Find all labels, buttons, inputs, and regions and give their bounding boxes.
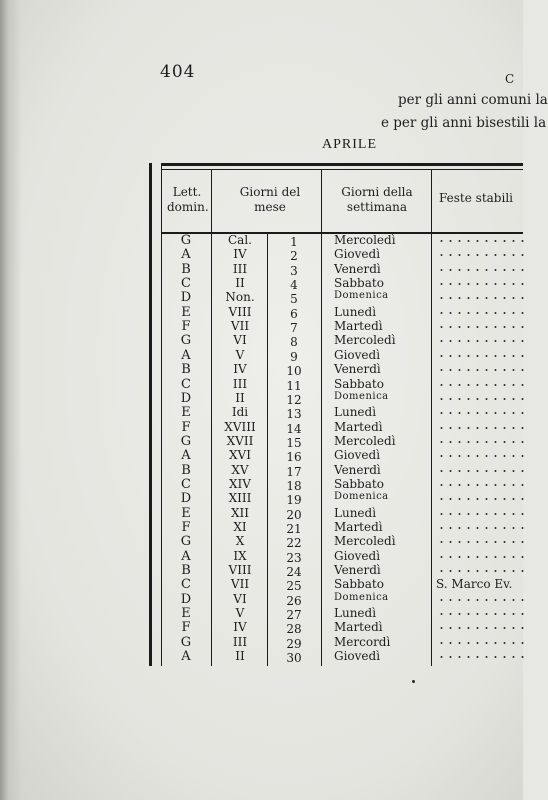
day-number: 17	[286, 464, 302, 479]
dominical-letter: A	[181, 448, 191, 464]
roman-day: III	[232, 376, 248, 391]
day-number: 24	[286, 565, 302, 580]
feast-dot-leader	[437, 312, 527, 314]
feast-dot-leader	[437, 556, 527, 558]
day-number: 19	[286, 493, 302, 508]
roman-day: XIV	[229, 476, 251, 491]
feast-dot-leader	[437, 599, 527, 601]
dominical-letter: E	[181, 606, 191, 622]
dominical-letter: E	[181, 405, 191, 421]
roman-day: II	[235, 649, 245, 664]
dominical-letter: G	[180, 333, 192, 349]
dominical-letter: B	[181, 462, 191, 478]
dominical-letter: D	[180, 491, 192, 507]
subtitle-line-2: e per gli anni bisestili la	[381, 115, 547, 131]
roman-day: IV	[233, 247, 247, 262]
feast-dot-leader	[437, 384, 527, 386]
weekday: Lunedì	[334, 606, 377, 621]
dominical-letter: D	[180, 290, 192, 306]
day-number: 21	[286, 522, 302, 536]
day-number: 29	[286, 636, 302, 651]
dominical-letter: A	[181, 247, 191, 263]
month-title: APRILE	[322, 137, 377, 152]
roman-day: VII	[230, 319, 250, 334]
day-number: 13	[286, 407, 302, 422]
weekday: Giovedì	[334, 247, 381, 262]
weekday: Lunedì	[334, 304, 377, 319]
weekday: Giovedì	[334, 649, 381, 664]
roman-day: II	[235, 390, 245, 405]
weekday: Sabbato	[334, 577, 384, 592]
roman-day: V	[235, 606, 245, 621]
header-fragment: C	[505, 72, 515, 86]
feast-dot-leader	[437, 283, 527, 285]
feast-dot-leader	[437, 570, 527, 572]
dominical-letter: G	[180, 233, 192, 248]
weekday: Lunedì	[334, 405, 377, 420]
feast-dot-leader	[437, 427, 527, 429]
feast-dot-leader	[437, 398, 527, 400]
dominical-letter: D	[180, 390, 192, 406]
dominical-letter: G	[180, 433, 192, 449]
dominical-letter: F	[181, 620, 191, 636]
roman-day: XVI	[229, 448, 251, 463]
feast-dot-leader	[437, 613, 527, 615]
dominical-letter: A	[181, 649, 191, 665]
roman-day: VIII	[228, 563, 252, 578]
roman-day: VI	[233, 333, 247, 348]
dominical-letter: A	[181, 548, 191, 564]
day-number: 7	[290, 321, 298, 336]
weekday: Sabbato	[334, 476, 384, 491]
day-number: 20	[286, 507, 302, 522]
roman-day: II	[235, 276, 245, 291]
feast-dot-leader	[437, 441, 527, 443]
weekday: Mercoledì	[334, 433, 396, 448]
feast-dot-leader	[437, 355, 527, 357]
day-number: 16	[286, 450, 302, 465]
dominical-letter: D	[180, 591, 192, 607]
day-number: 11	[286, 378, 302, 393]
day-number: 2	[290, 249, 298, 264]
roman-day: XV	[231, 462, 249, 477]
roman-day: III	[232, 261, 248, 276]
day-number: 6	[290, 306, 298, 321]
weekday: Mercoledì	[334, 333, 396, 348]
feast-dot-leader	[437, 455, 527, 457]
feast-entry: S. Marco Ev.	[436, 577, 513, 592]
dominical-letter: C	[181, 376, 191, 392]
day-number: 5	[290, 292, 298, 307]
dominical-letter: C	[181, 276, 191, 292]
dominical-letter: F	[181, 419, 191, 435]
feast-dot-leader	[437, 297, 527, 299]
day-number: 27	[286, 608, 302, 623]
dominical-letter: B	[181, 261, 191, 277]
weekday: Domenica	[334, 591, 389, 603]
roman-day: XVIII	[224, 419, 256, 434]
column-rule-3	[321, 169, 322, 666]
day-number: 25	[286, 579, 302, 594]
day-number: 14	[286, 421, 302, 436]
day-number: 4	[290, 278, 298, 293]
header-roman: Giorni del mese	[239, 185, 301, 214]
dominical-letter: F	[181, 319, 191, 335]
subtitle-line-1: per gli anni comuni la	[398, 92, 548, 108]
weekday: Domenica	[334, 390, 389, 402]
feast-dot-leader	[437, 498, 527, 500]
weekday: Martedì	[334, 419, 383, 434]
dominical-letter: C	[181, 476, 191, 492]
day-number: 23	[286, 550, 302, 565]
weekday: Giovedì	[334, 548, 381, 563]
feast-dot-leader	[437, 326, 527, 328]
header-weekday: Giorni della settimana	[341, 185, 413, 214]
roman-day: VII	[230, 577, 250, 592]
weekday: Lunedì	[334, 505, 377, 520]
dominical-letter: B	[181, 563, 191, 579]
roman-day: Idi	[231, 405, 249, 420]
feast-dot-leader	[437, 470, 527, 472]
calendar-table	[147, 163, 523, 668]
weekday: Giovedì	[334, 448, 381, 463]
weekday: Martedì	[334, 319, 383, 334]
ink-dot	[412, 680, 415, 683]
weekday: Venerdì	[334, 362, 381, 377]
feast-dot-leader	[437, 513, 527, 515]
feast-dot-leader	[437, 541, 527, 543]
weekday: Sabbato	[334, 376, 384, 391]
dominical-letter: G	[180, 534, 192, 550]
weekday: Domenica	[334, 290, 389, 302]
feast-dot-leader	[437, 340, 527, 342]
dominical-letter: E	[181, 304, 191, 320]
day-number: 3	[290, 263, 298, 278]
feast-dot-leader	[437, 240, 527, 242]
table-left-double-rule	[149, 163, 152, 666]
roman-day: XVII	[226, 433, 254, 448]
binding-shadow	[0, 0, 22, 800]
day-number: 22	[286, 536, 302, 551]
roman-day: XI	[233, 520, 247, 534]
dominical-letter: G	[180, 634, 192, 650]
dominical-letter: F	[181, 520, 191, 535]
weekday: Mercoledì	[334, 233, 396, 247]
day-number: 1	[290, 235, 298, 249]
roman-day: III	[232, 634, 248, 649]
weekday: Venerdì	[334, 563, 381, 578]
feast-dot-leader	[437, 642, 527, 644]
day-number: 30	[286, 651, 302, 666]
weekday: Venerdì	[334, 261, 381, 276]
roman-day: IV	[233, 362, 247, 377]
roman-day: X	[235, 534, 245, 549]
header-feast: Feste stabili	[439, 191, 513, 205]
roman-day: V	[235, 347, 245, 362]
feast-dot-leader	[437, 269, 527, 271]
feast-dot-leader	[437, 254, 527, 256]
day-number: 18	[286, 478, 302, 493]
weekday: Martedì	[334, 620, 383, 635]
weekday: Domenica	[334, 491, 389, 503]
column-rule-1	[211, 169, 212, 666]
page-number: 404	[160, 62, 196, 82]
weekday: Martedì	[334, 520, 383, 534]
feast-dot-leader	[437, 369, 527, 371]
day-number: 9	[290, 349, 298, 364]
dominical-letter: C	[181, 577, 191, 593]
day-number: 26	[286, 593, 302, 608]
roman-day: IV	[233, 620, 247, 635]
feast-dot-leader	[437, 627, 527, 629]
day-number: 10	[286, 364, 302, 379]
table-top-rule	[161, 163, 523, 166]
header-letter: Lett. domin.	[167, 185, 209, 214]
roman-day: Non.	[225, 290, 255, 305]
feast-dot-leader	[437, 484, 527, 486]
dominical-letter: E	[181, 505, 191, 521]
roman-day: VI	[233, 591, 247, 606]
dominical-letter: B	[181, 362, 191, 378]
feast-dot-leader	[437, 527, 527, 529]
weekday: Sabbato	[334, 276, 384, 291]
roman-day: XII	[230, 505, 250, 520]
feast-dot-leader	[437, 656, 527, 658]
roman-day: VIII	[228, 304, 252, 319]
weekday: Venerdì	[334, 462, 381, 477]
day-number: 12	[286, 392, 302, 407]
weekday: Giovedì	[334, 347, 381, 362]
day-number: 8	[290, 335, 298, 350]
feast-dot-leader	[437, 412, 527, 414]
dominical-letter: A	[181, 347, 191, 363]
weekday: Mercordì	[334, 634, 391, 649]
roman-day: XIII	[228, 491, 252, 506]
weekday: Mercoledì	[334, 534, 396, 549]
day-number: 28	[286, 622, 302, 637]
day-number: 15	[286, 435, 302, 450]
roman-day: Cal.	[228, 233, 252, 247]
table-top-rule-thin	[161, 169, 523, 170]
roman-day: IX	[233, 548, 247, 563]
